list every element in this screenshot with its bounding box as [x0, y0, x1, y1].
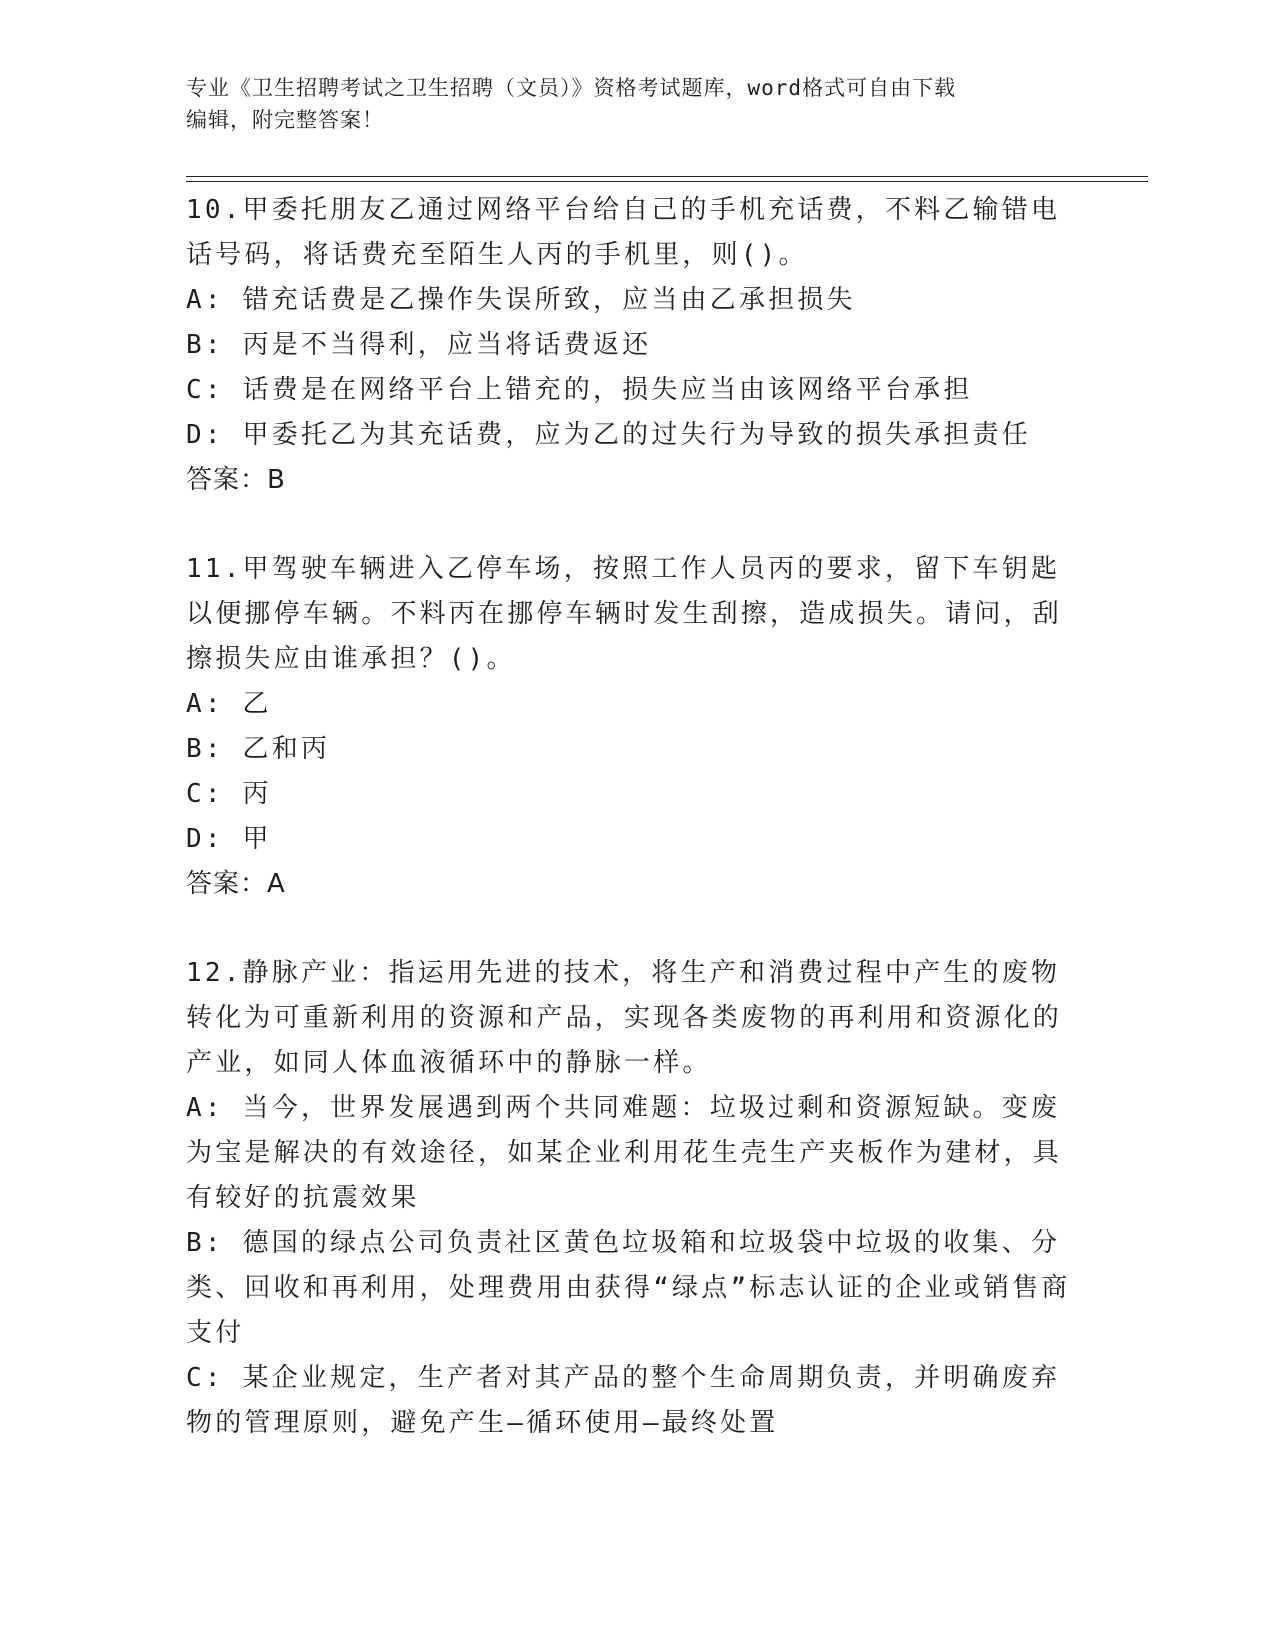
answer: 答案：B — [186, 465, 286, 495]
option-b: B: 德国的绿点公司负责社区黄色垃圾箱和垃圾袋中垃圾的收集、分类、回收和再利用，处理费用由获得“绿点”标志认证的企业或销售商支付 — [186, 1228, 1071, 1348]
question-12 — [186, 951, 1076, 1446]
option-c: C: 某企业规定，生产者对其产品的整个生命周期负责，并明确废弃物的管理原则，避免产生—循环使用—最终处置 — [186, 1363, 1061, 1438]
header-line-1: 专业《卫生招聘考试之卫生招聘（文员）》资格考试题库，word格式可自由下载 — [186, 76, 957, 100]
header-rule-top — [186, 176, 1148, 177]
option-a: A: 乙 — [186, 689, 272, 719]
option-c: C: 丙 — [186, 779, 272, 809]
option-c: C: 话费是在网络平台上错充的，损失应当由该网络平台承担 — [186, 375, 973, 405]
question-text: 11.甲驾驶车辆进入乙停车场，按照工作人员丙的要求，留下车钥匙以便挪停车辆。不料丙在挪停车辆时发生刮擦，造成损失。请问，刮擦损失应由谁承担？()。 — [186, 554, 1063, 674]
question-11 — [186, 547, 1076, 907]
option-a: A: 当今，世界发展遇到两个共同难题：垃圾过剩和资源短缺。变废为宝是解决的有效途径，如某企业利用花生壳生产夹板作为建材，具有较好的抗震效果 — [186, 1093, 1063, 1213]
option-b: B: 乙和丙 — [186, 734, 331, 764]
option-d: D: 甲 — [186, 824, 272, 854]
question-10 — [186, 188, 1076, 503]
option-b: B: 丙是不当得利，应当将话费返还 — [186, 330, 652, 360]
document-header — [186, 72, 1066, 136]
header-rule-bottom — [186, 181, 1148, 182]
answer: 答案：A — [186, 869, 286, 899]
question-text: 10.甲委托朋友乙通过网络平台给自己的手机充话费，不料乙输错电话号码，将话费充至陌生人丙的手机里，则()。 — [186, 195, 1061, 270]
header-line-2: 编辑，附完整答案！ — [186, 108, 384, 132]
question-list — [186, 188, 1076, 1490]
option-a: A: 错充话费是乙操作失误所致，应当由乙承担损失 — [186, 285, 856, 315]
option-d: D: 甲委托乙为其充话费，应为乙的过失行为导致的损失承担责任 — [186, 420, 1031, 450]
question-text: 12.静脉产业：指运用先进的技术，将生产和消费过程中产生的废物转化为可重新利用的资源和产品，实现各类废物的再利用和资源化的产业，如同人体血液循环中的静脉一样。 — [186, 958, 1063, 1078]
